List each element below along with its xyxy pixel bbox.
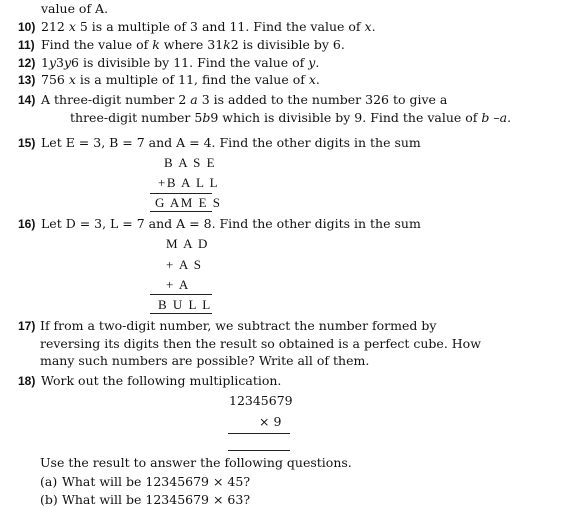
question-13-text: 756 x is a multiple of 11, find the value of x. (41, 72, 320, 87)
question-12-text: 1y3y6 is divisible by 11. Find the value of y. (41, 55, 320, 70)
question-17-line-2: reversing its digits then the result so obtained is a perfect cube. How (40, 336, 481, 351)
subquestion-a-label: (a) (40, 474, 58, 489)
sum-row-base: B A S E (164, 155, 217, 170)
sum-rule (150, 313, 212, 314)
question-15-number: 15) (18, 136, 36, 150)
question-10-number: 10) (18, 20, 36, 34)
question-18-text: Work out the following multiplication. (41, 373, 282, 388)
question-13-number: 13) (18, 73, 36, 87)
sum-row-ball: +B A L L (158, 175, 220, 190)
multiplier: × 9 (259, 414, 282, 429)
product-rule (228, 450, 290, 451)
question-11-number: 11) (18, 38, 35, 52)
sum-row-a: + A (166, 277, 190, 292)
sum-rule (150, 294, 212, 295)
sum-row-games: G AM E S (155, 195, 222, 210)
question-11-text: Find the value of k where 31k2 is divisible by 6. (41, 37, 345, 52)
sum-rule (150, 193, 212, 194)
question-17-line-1: If from a two-digit number, we subtract the number formed by (40, 318, 437, 333)
question-16-text: Let D = 3, L = 7 and A = 8. Find the other digits in the sum (41, 216, 421, 231)
question-14-number: 14) (18, 93, 36, 107)
sum-row-as: + A S (166, 257, 203, 272)
question-10-text: 212 x 5 is a multiple of 3 and 11. Find the value of x. (41, 19, 376, 34)
question-14-line-1: A three-digit number 2 a 3 is added to the number 326 to give a (41, 92, 448, 107)
question-14-line-2: three-digit number 5b9 which is divisible by 9. Find the value of b –a. (70, 110, 512, 125)
question-17-number: 17) (18, 319, 36, 333)
multiplicand: 12345679 (229, 393, 293, 408)
product-rule (228, 433, 290, 434)
question-12-number: 12) (18, 56, 36, 70)
previous-question-tail: value of A. (41, 1, 109, 16)
question-18-number: 18) (18, 374, 36, 388)
subquestion-b-text: What will be 12345679 × 63? (62, 492, 251, 507)
question-17-line-3: many such numbers are possible? Write all of them. (40, 353, 370, 368)
sum-rule (150, 211, 212, 212)
question-18-follow-up: Use the result to answer the following questions. (40, 455, 352, 470)
sum-row-mad: M A D (166, 236, 209, 251)
question-15-text: Let E = 3, B = 7 and A = 4. Find the other digits in the sum (41, 135, 421, 150)
subquestion-a-text: What will be 12345679 × 45? (62, 474, 251, 489)
subquestion-b-label: (b) (40, 492, 58, 507)
question-16-number: 16) (18, 217, 36, 231)
sum-row-bull: B U L L (158, 297, 212, 312)
